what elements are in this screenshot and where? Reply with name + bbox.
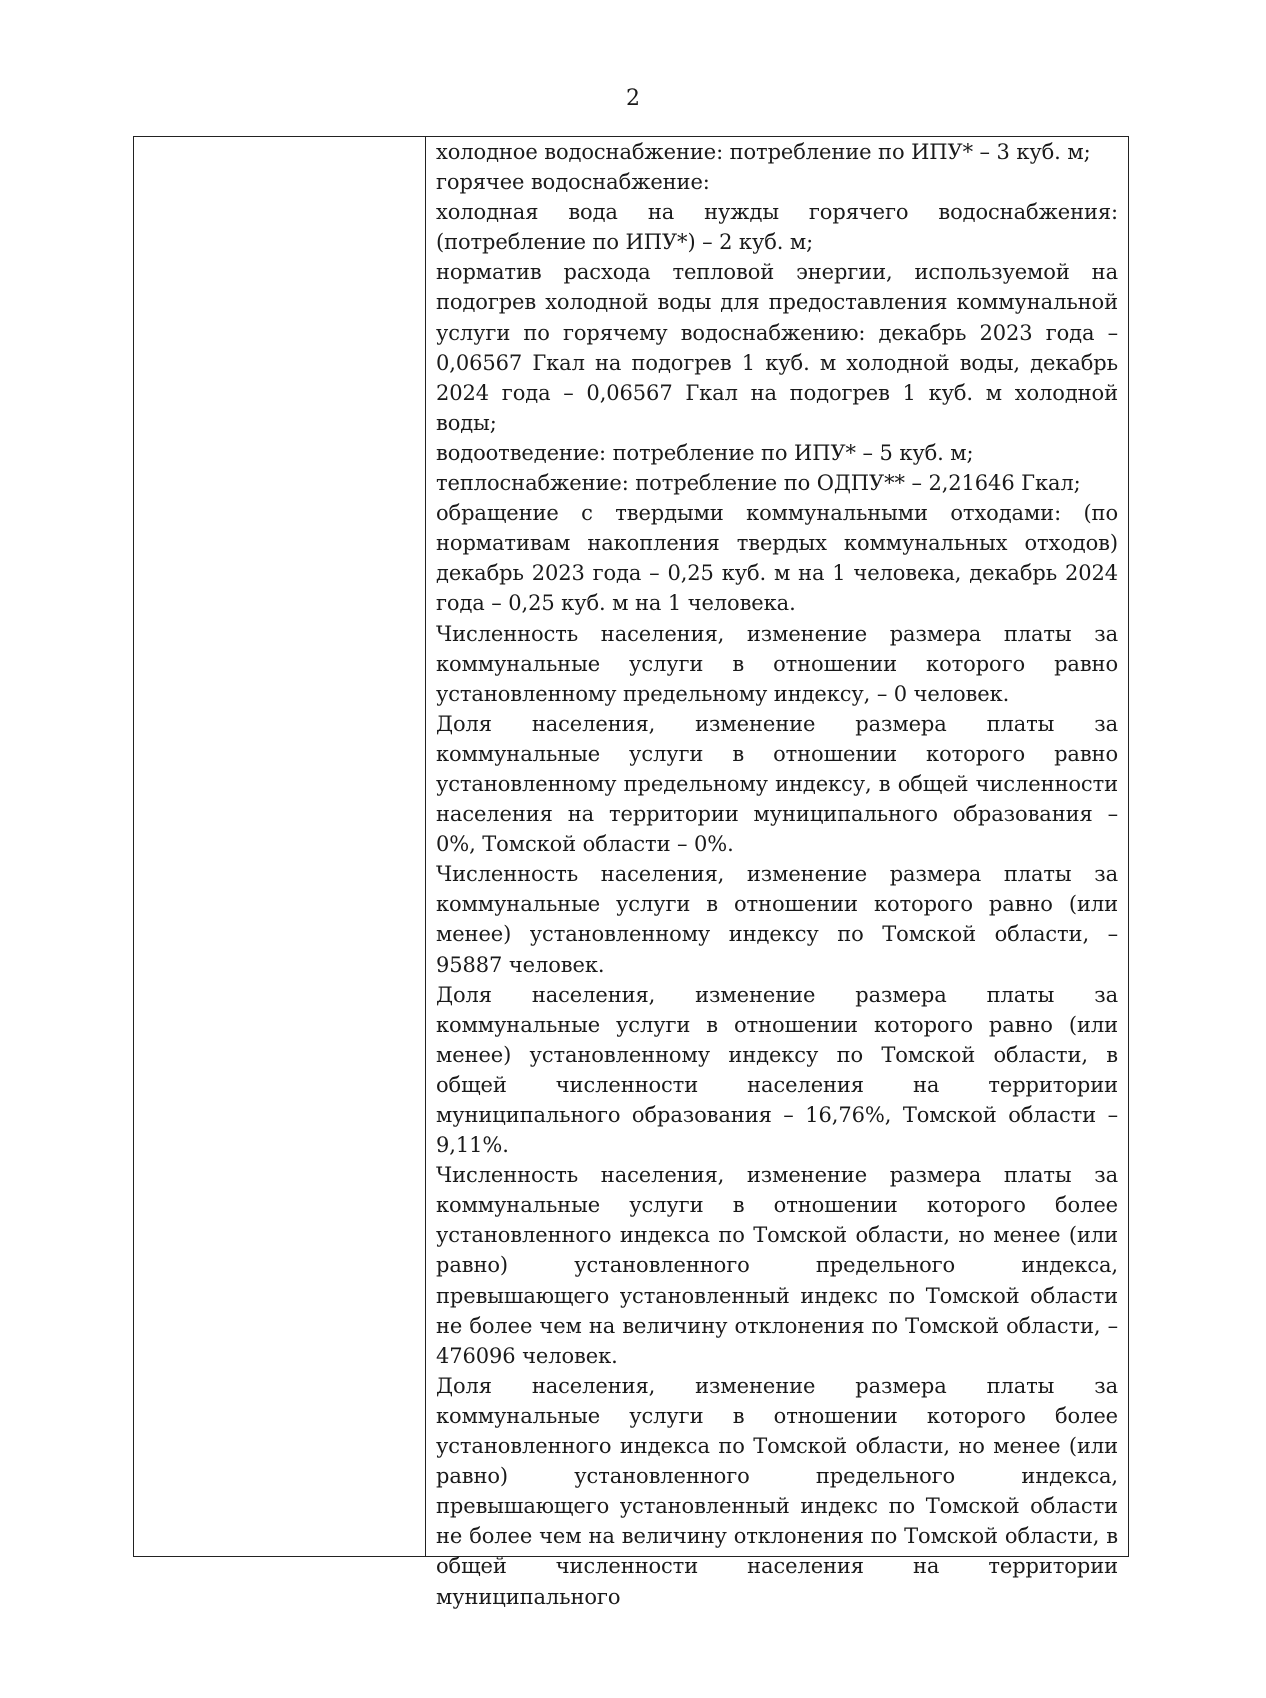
paragraph-population-below-index: Численность населения, изменение размера платы за коммунальные услуги в отношении которого равно (или менее) установленному индексу по Томской области, – 95887 человек. <box>436 862 1118 977</box>
paragraph-cold-water: холодное водоснабжение: потребление по ИПУ* – 3 куб. м; <box>436 140 1091 164</box>
page-number: 2 <box>626 86 640 111</box>
paragraph-population-equal-limit: Численность населения, изменение размера платы за коммунальные услуги в отношении которого равно установленному предельному индексу, – 0 человек. <box>436 621 1118 706</box>
paragraph-hot-water: горячее водоснабжение: <box>436 170 710 195</box>
paragraph-cold-water-for-hot: холодная вода на нужды горячего водоснабжения: (потребление по ИПУ*) – 2 куб. м; <box>436 200 1118 255</box>
paragraph-share-equal-limit: Доля населения, изменение размера платы за коммунальные услуги в отношении которого равно установленному предельному индексу, в общей численности населения на территории муниципального образования – 0%, Томской области – 0%. <box>436 711 1118 857</box>
paragraph-share-below-index: Доля населения, изменение размера платы за коммунальные услуги в отношении которого равно (или менее) установленному индексу по Томской области, в общей численности населения на территории муниципального образования – 16,76%, Томской области – 9,11%. <box>436 982 1118 1158</box>
document-table <box>133 136 1129 1609</box>
paragraph-share-above-index: Доля населения, изменение размера платы за коммунальные услуги в отношении которого более установленного индекса по Томской области, но менее (или равно) установленного предельного индекса, превышающего установленный индекс по Томской области не более чем на величину отклонения по Томской области, в общей численности населения на территории муниципального <box>436 1373 1118 1609</box>
paragraph-solid-waste: обращение с твердыми коммунальными отходами: (по нормативам накопления твердых коммунальных отходов) декабрь 2023 года – 0,25 куб. м на 1 человека, декабрь 2024 года – 0,25 куб. м на 1 человека. <box>436 501 1118 616</box>
table-right-cell <box>426 137 1128 1609</box>
table-left-cell <box>134 137 426 1556</box>
paragraph-drainage: водоотведение: потребление по ИПУ* – 5 куб. м; <box>436 440 974 465</box>
paragraph-population-above-index: Численность населения, изменение размера платы за коммунальные услуги в отношении которого более установленного индекса по Томской области, но менее (или равно) установленного предельного индекса, превышающего установленный индекс по Томской области не более чем на величину отклонения по Томской области, – 476096 человек. <box>436 1163 1118 1368</box>
paragraph-heat-norm: норматив расхода тепловой энергии, используемой на подогрев холодной воды для предоставления коммунальной услуги по горячему водоснабжению: декабрь 2023 года – 0,06567 Гкал на подогрев 1 куб. м холодной воды, декабрь 2024 года – 0,06567 Гкал на подогрев 1 куб. м холодной воды; <box>436 260 1118 435</box>
paragraph-heating: теплоснабжение: потребление по ОДПУ** – 2,21646 Гкал; <box>436 471 1081 496</box>
